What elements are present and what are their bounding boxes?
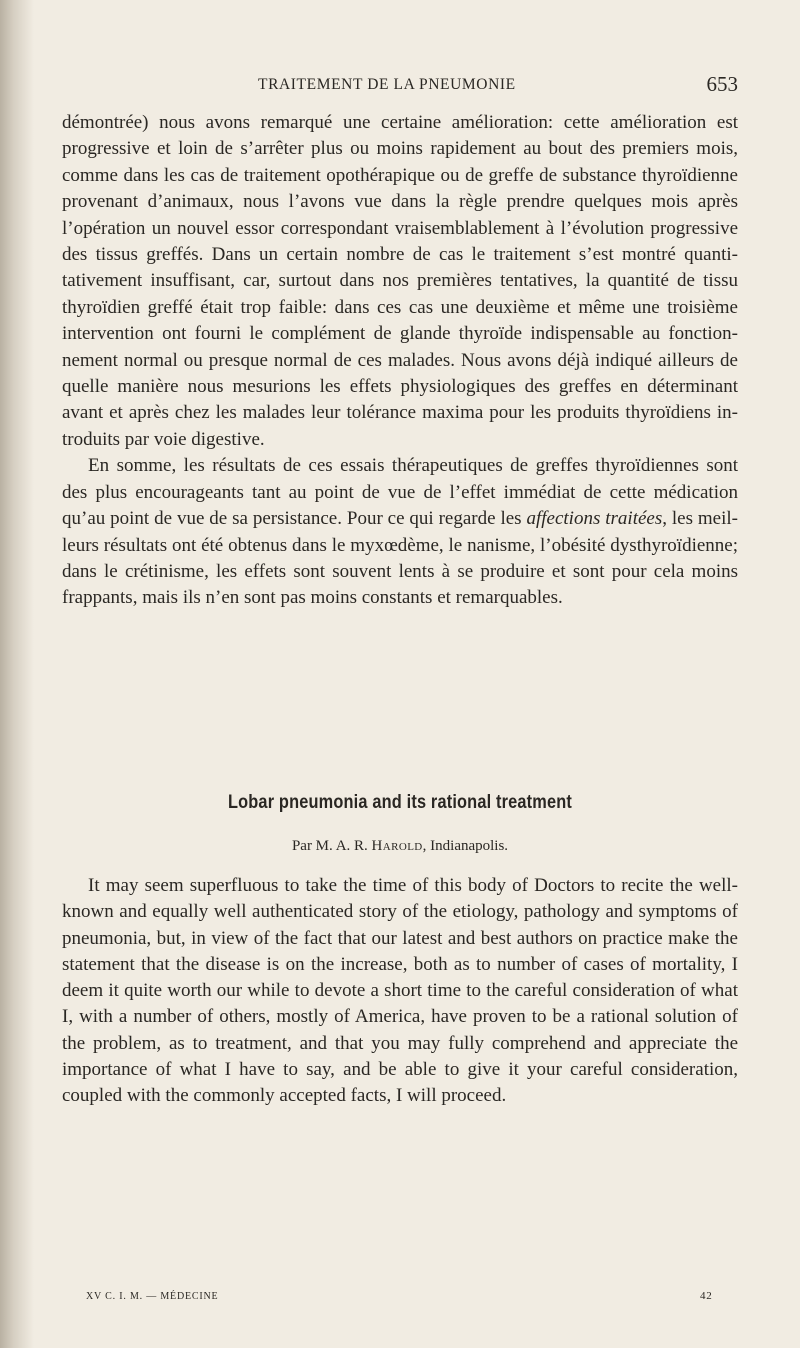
sheet-number: 42 (700, 1290, 713, 1302)
printer-signature: XV C. I. M. — MÉDECINE (86, 1291, 219, 1302)
byline-author: Harold (371, 838, 423, 854)
binding-shadow (0, 0, 34, 1348)
french-text-block (62, 110, 738, 612)
paragraph-text-end: , les meilleurs résultats ont été obtenus dans le myxœdème, le nanisme, l’obésité dysthyroïdienne; dans le crétinisme, les effets sont souvent lents à se produire et sont pour cela moins frappants, mais ils n’en sont pas moins constants et remarquables. (62, 508, 738, 609)
emphasis-text: affections traitées (526, 508, 663, 530)
byline (62, 838, 738, 855)
paragraph-continuation (62, 110, 738, 453)
article-title: Lobar pneumonia and its rational treatment (227, 792, 573, 813)
english-text-block (62, 873, 738, 1110)
paragraph-conclusion (62, 453, 738, 611)
running-title: TRAITEMENT DE LA PNEUMONIE (258, 76, 516, 93)
running-head (258, 74, 738, 98)
page-number: 653 (706, 72, 738, 96)
paragraph-text-start: En somme, les résultats de ces essais thérapeutiques de greffes thyroïdiennes sont des plus encourageants tant au point de vue de l’effet immédiat de cette médication qu’au point de vue de sa persistance. Pour ce qui regarde les (62, 455, 738, 530)
article-paragraph: It may seem superfluous to take the time of this body of Doctors to recite the well-known and equally well authenticated story of the etiology, pathology and symptoms of pneumonia, but, in view of the fact that our latest and best authors on practice make the statement that the disease is on the increase, both as to number of cases of mortality, I deem it quite worth our while to devote a short time to the careful consideration of what I, with a number of others, mostly of America, have proven to be a rational solution of the problem, as to treatment, and that you may fully comprehend and appreciate the importance of what I have to say, and be able to give it your careful consideration, coupled with the commonly accepted facts, I will proceed. (62, 875, 738, 1107)
byline-location: , Indianapolis. (422, 838, 509, 854)
page-footer (86, 1291, 744, 1307)
byline-prefix: Par M. A. R. (291, 838, 372, 854)
paragraph-text: démontrée) nous avons remarqué une certaine amélioration: cette amélioration est progressive et loin de s’arrêter plus ou moins rapidement au bout des premiers mois, comme dans les cas de traitement opothérapique ou de greffe de substance thyroïdienne provenant d’animaux, nous l’avons vue dans la règle prendre quelques mois après l’opération un nouvel essor correspondant vraisemblablement à l’évolution progressive des tissus greffés. Dans un certain nombre de cas le traitement s’est montré quantitativement insuffisant, car, surtout dans nos premières tentatives, la quantité de tissu thyroïdien greffé était trop faible: dans ces cas une deuxième et même une troisième intervention ont fourni le complément de glande thyroïde indispensable au fonctionnement normal ou presque normal de ces malades. Nous avons déjà indiqué ailleurs de quelle manière nous mesurions les effets physiologiques des greffes en déterminant avant et après chez les malades leur tolérance maxima pour les produits thyroïdiens introduits par voie digestive. (62, 112, 738, 450)
